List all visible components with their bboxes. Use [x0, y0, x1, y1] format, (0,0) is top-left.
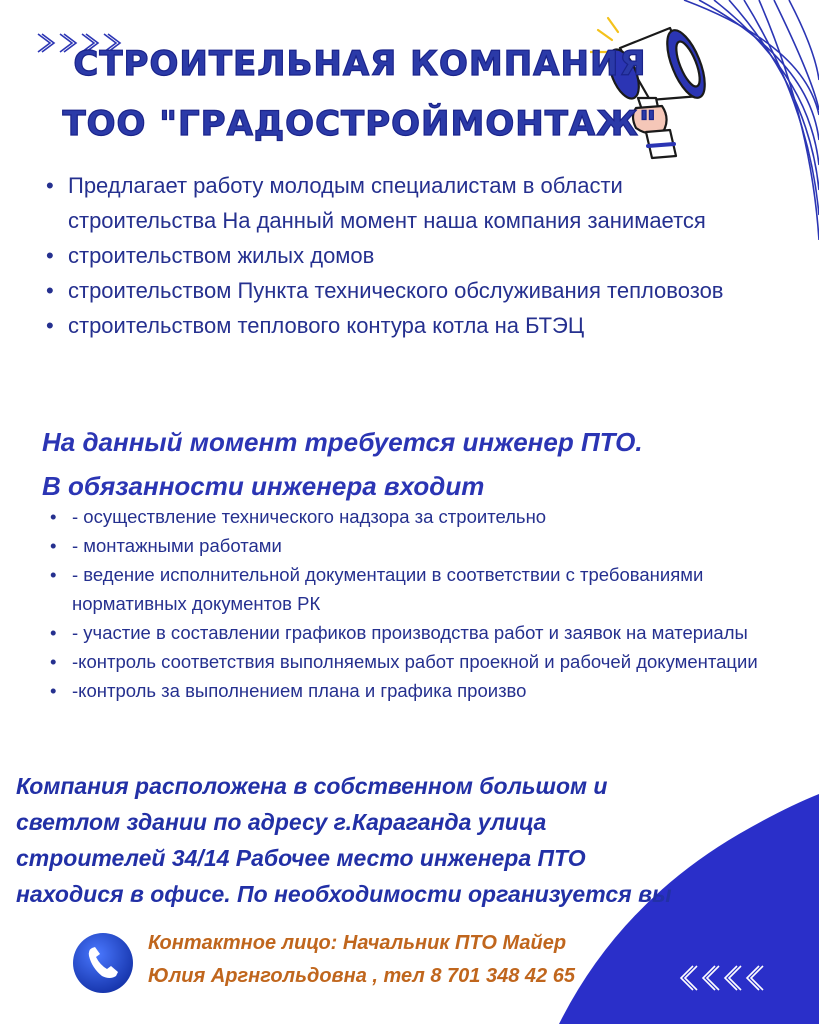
vacancy-heading-line-2: В обязанности инженера входит [42, 471, 485, 501]
contact-line-1: Контактное лицо: Начальник ПТО Майер [148, 932, 567, 954]
list-item: • - ведение исполнительной документации в соответствии с требованиями нормативных документов РК [50, 560, 810, 618]
list-item: • строительством теплового контура котла на БТЭЦ [46, 308, 746, 343]
megaphone-icon [590, 8, 720, 168]
list-item: • - участие в составлении графиков производства работ и заявок на материалы [50, 618, 810, 647]
list-item: • строительством жилых домов [46, 238, 746, 273]
list-item: • - осуществление технического надзора за строительно [50, 502, 810, 531]
vacancy-heading-line-1: На данный момент требуется инженер ПТО. [42, 427, 643, 457]
intro-bullet-list [46, 168, 746, 343]
list-item: • -контроль соответствия выполняемых работ проекной и рабочей документации [50, 647, 810, 676]
chevrons-left-icon [677, 960, 767, 996]
list-item: • Предлагает работу молодым специалистам в области строительства На данный момент наша компания занимается [46, 168, 746, 238]
duties-list [50, 502, 810, 705]
list-item: • -контроль за выполнением плана и графика произво [50, 676, 810, 705]
list-item: • - монтажными работами [50, 531, 810, 560]
list-item: • строительством Пункта технического обслуживания тепловозов [46, 273, 746, 308]
phone-icon [72, 932, 134, 994]
page-title-line-1: СТРОИТЕЛЬНАЯ КОМПАНИЯ [73, 44, 647, 84]
contact-info [148, 927, 575, 993]
company-description: Компания расположена в собственном большом и светлом здании по адресу г.Караганда улица строителей 34/14 Рабочее место инженера ПТО находися в офисе. По необходимости организуется вы [16, 773, 672, 907]
contact-line-2: Юлия Аргнгольдовна , тел 8 701 348 42 65 [148, 965, 575, 987]
vacancy-heading [42, 420, 643, 508]
page-title-line-2: ТОО "ГРАДОСТРОЙМОНТАЖ" [62, 104, 658, 144]
